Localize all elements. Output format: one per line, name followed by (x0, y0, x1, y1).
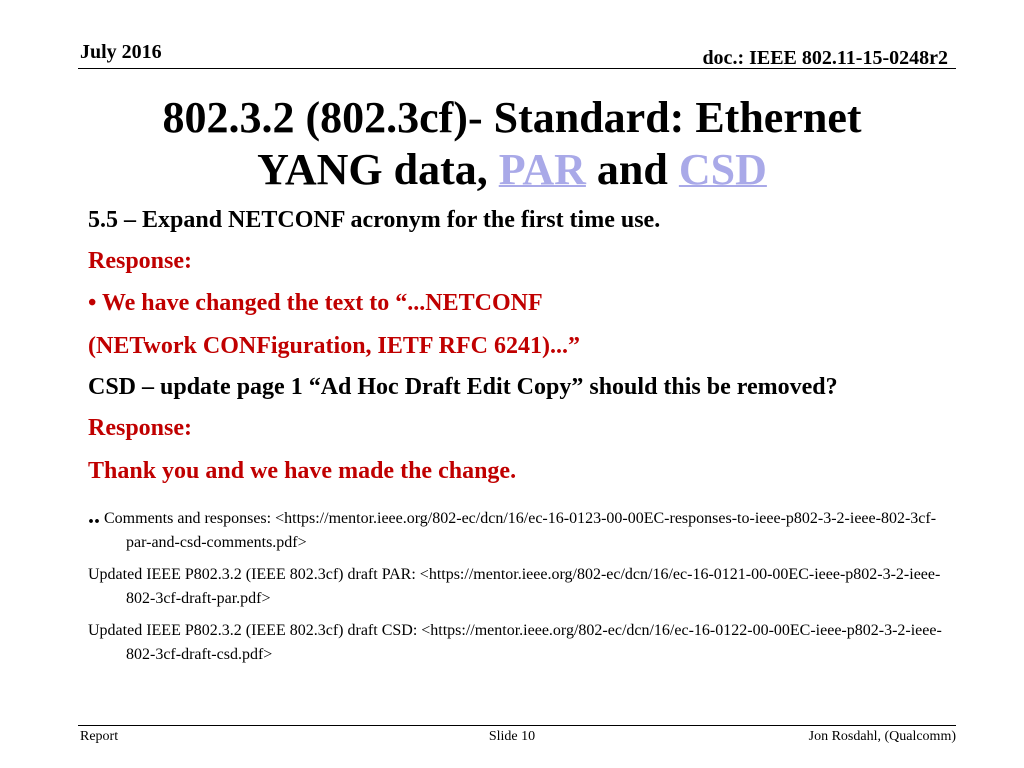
footer-report: Report (80, 729, 119, 744)
response-label-2: Response: (88, 415, 193, 441)
par-link[interactable]: PAR (498, 145, 586, 194)
header-date: July 2016 (80, 41, 162, 63)
footer-divider (78, 725, 956, 726)
slide-body (88, 198, 958, 667)
reference-3: Updated IEEE P802.3.2 (IEEE 802.3cf) draft CSD: <https://mentor.ieee.org/802-ec/dcn/16/ec-16-0122-00-00EC-ieee-p802-3-2-ieee-802-3cf-draft-csd.pdf> (88, 622, 942, 663)
footer-author: Jon Rosdahl, (Qualcomm) (808, 729, 956, 744)
response-2-text: Thank you and we have made the change. (88, 458, 517, 484)
response-1-line-2: (NETwork CONFiguration, IETF RFC 6241)...” (88, 333, 580, 359)
title-line-2-middle: and (585, 145, 679, 194)
title-line-2-prefix: YANG data, (257, 145, 499, 194)
reference-1 (88, 504, 958, 555)
footer-slide-number: Slide 10 (488, 729, 536, 744)
title-line-1: 802.3.2 (802.3cf)- Standard: Ethernet (162, 93, 862, 142)
slide-title (60, 92, 964, 196)
reference-1-text: Comments and responses: <https://mentor.ieee.org/802-ec/dcn/16/ec-16-0123-00-00EC-responses-to-ieee-p802-3-2-ieee-802-3cf-par-and-csd-comments.pdf> (104, 510, 937, 551)
title-line-2 (60, 144, 964, 196)
response-1-line-1: • We have changed the text to “...NETCONF (88, 290, 543, 316)
header-doc-id: doc.: IEEE 802.11-15-0248r2 (702, 47, 948, 69)
comment-item-2: CSD – update page 1 “Ad Hoc Draft Edit Copy” should this be removed? (88, 374, 838, 400)
reference-2: Updated IEEE P802.3.2 (IEEE 802.3cf) draft PAR: <https://mentor.ieee.org/802-ec/dcn/16/ec-16-0121-00-00EC-ieee-p802-3-2-ieee-802-3cf-draft-par.pdf> (88, 566, 941, 607)
comment-item-1: 5.5 – Expand NETCONF acronym for the first time use. (88, 207, 661, 233)
reference-dots: .. (88, 503, 100, 529)
csd-link[interactable]: CSD (678, 145, 767, 194)
header-divider (78, 68, 956, 69)
response-label-1: Response: (88, 248, 193, 274)
